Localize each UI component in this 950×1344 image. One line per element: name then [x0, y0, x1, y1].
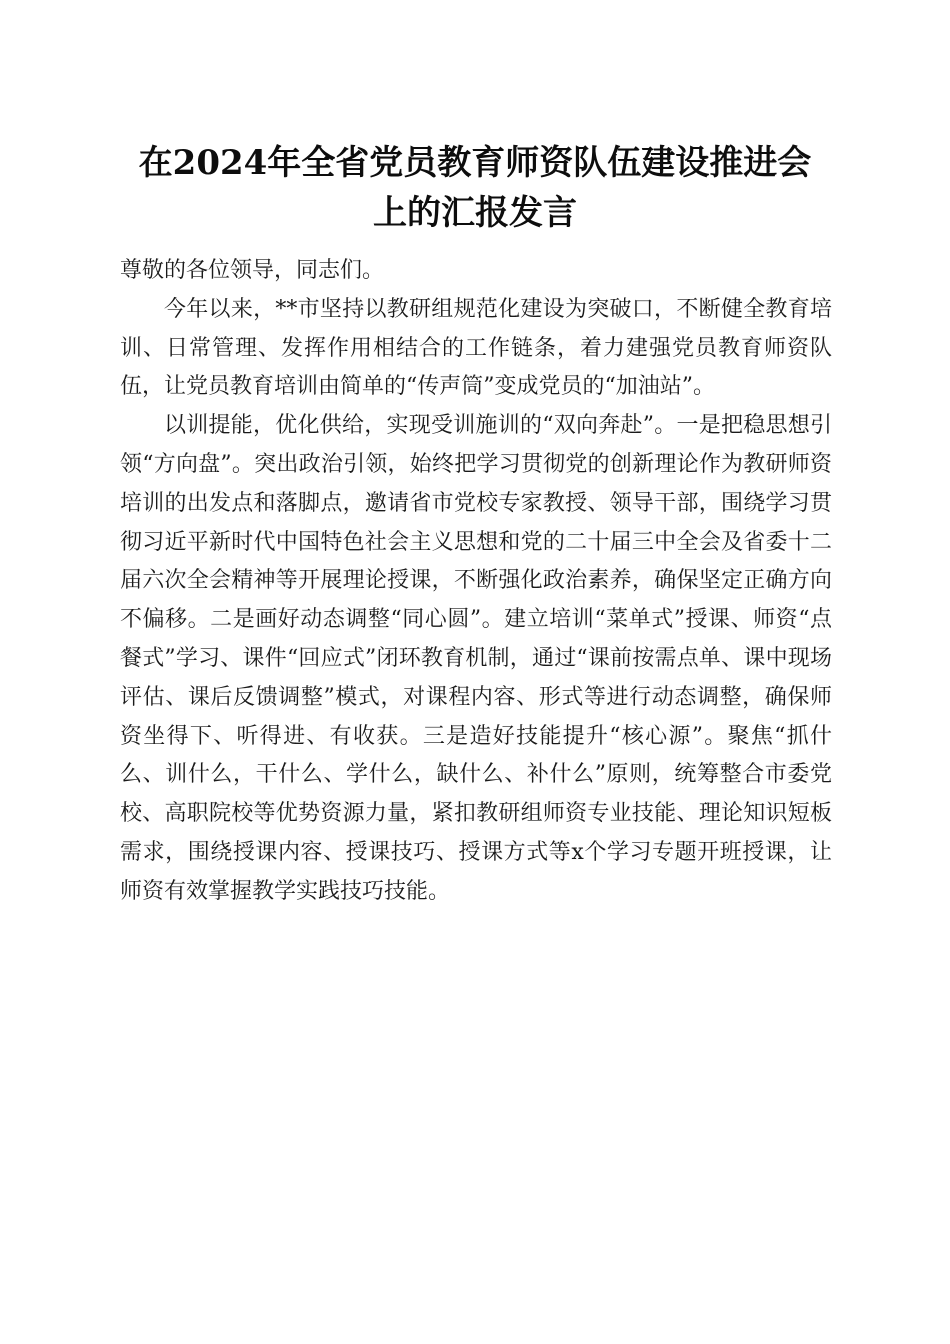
- document-body: [120, 252, 832, 912]
- title-line-2: 上的汇报发言: [373, 193, 577, 233]
- paragraph-training: 以训提能，优化供给，实现受训施训的“双向奔赴”。一是把稳思想引领“方向盘”。突出政治引领，始终把学习贯彻党的创新理论作为教研师资培训的出发点和落脚点，邀请省市党校专家教授、领导干部，围绕学习贯彻习近平新时代中国特色社会主义思想和党的二十届三中全会及省委十二届六次全会精神等开展理论授课，不断强化政治素养，确保坚定正确方向不偏移。二是画好动态调整“同心圆”。建立培训“菜单式”授课、师资“点餐式”学习、课件“回应式”闭环教育机制，通过“课前按需点单、课中现场评估、课后反馈调整”模式，对课程内容、形式等进行动态调整，确保师资坐得下、听得进、有收获。三是造好技能提升“核心源”。聚焦“抓什么、训什么，干什么、学什么，缺什么、补什么”原则，统筹整合市委党校、高职院校等优势资源力量，紧扣教研组师资专业技能、理论知识短板需求，围绕授课内容、授课技巧、授课方式等x个学习专题开班授课，让师资有效掌握教学实践技巧技能。: [120, 413, 832, 904]
- paragraph-intro: 今年以来，**市坚持以教研组规范化建设为突破口，不断健全教育培训、日常管理、发挥作用相结合的工作链条，着力建强党员教育师资队伍，让党员教育培训由简单的“传声筒”变成党员的“加油站”。: [120, 296, 832, 400]
- salutation: 尊敬的各位领导，同志们。: [120, 258, 385, 283]
- title-line-1: 在2024年全省党员教育师资队伍建设推进会: [138, 143, 812, 183]
- document-title: [100, 138, 850, 238]
